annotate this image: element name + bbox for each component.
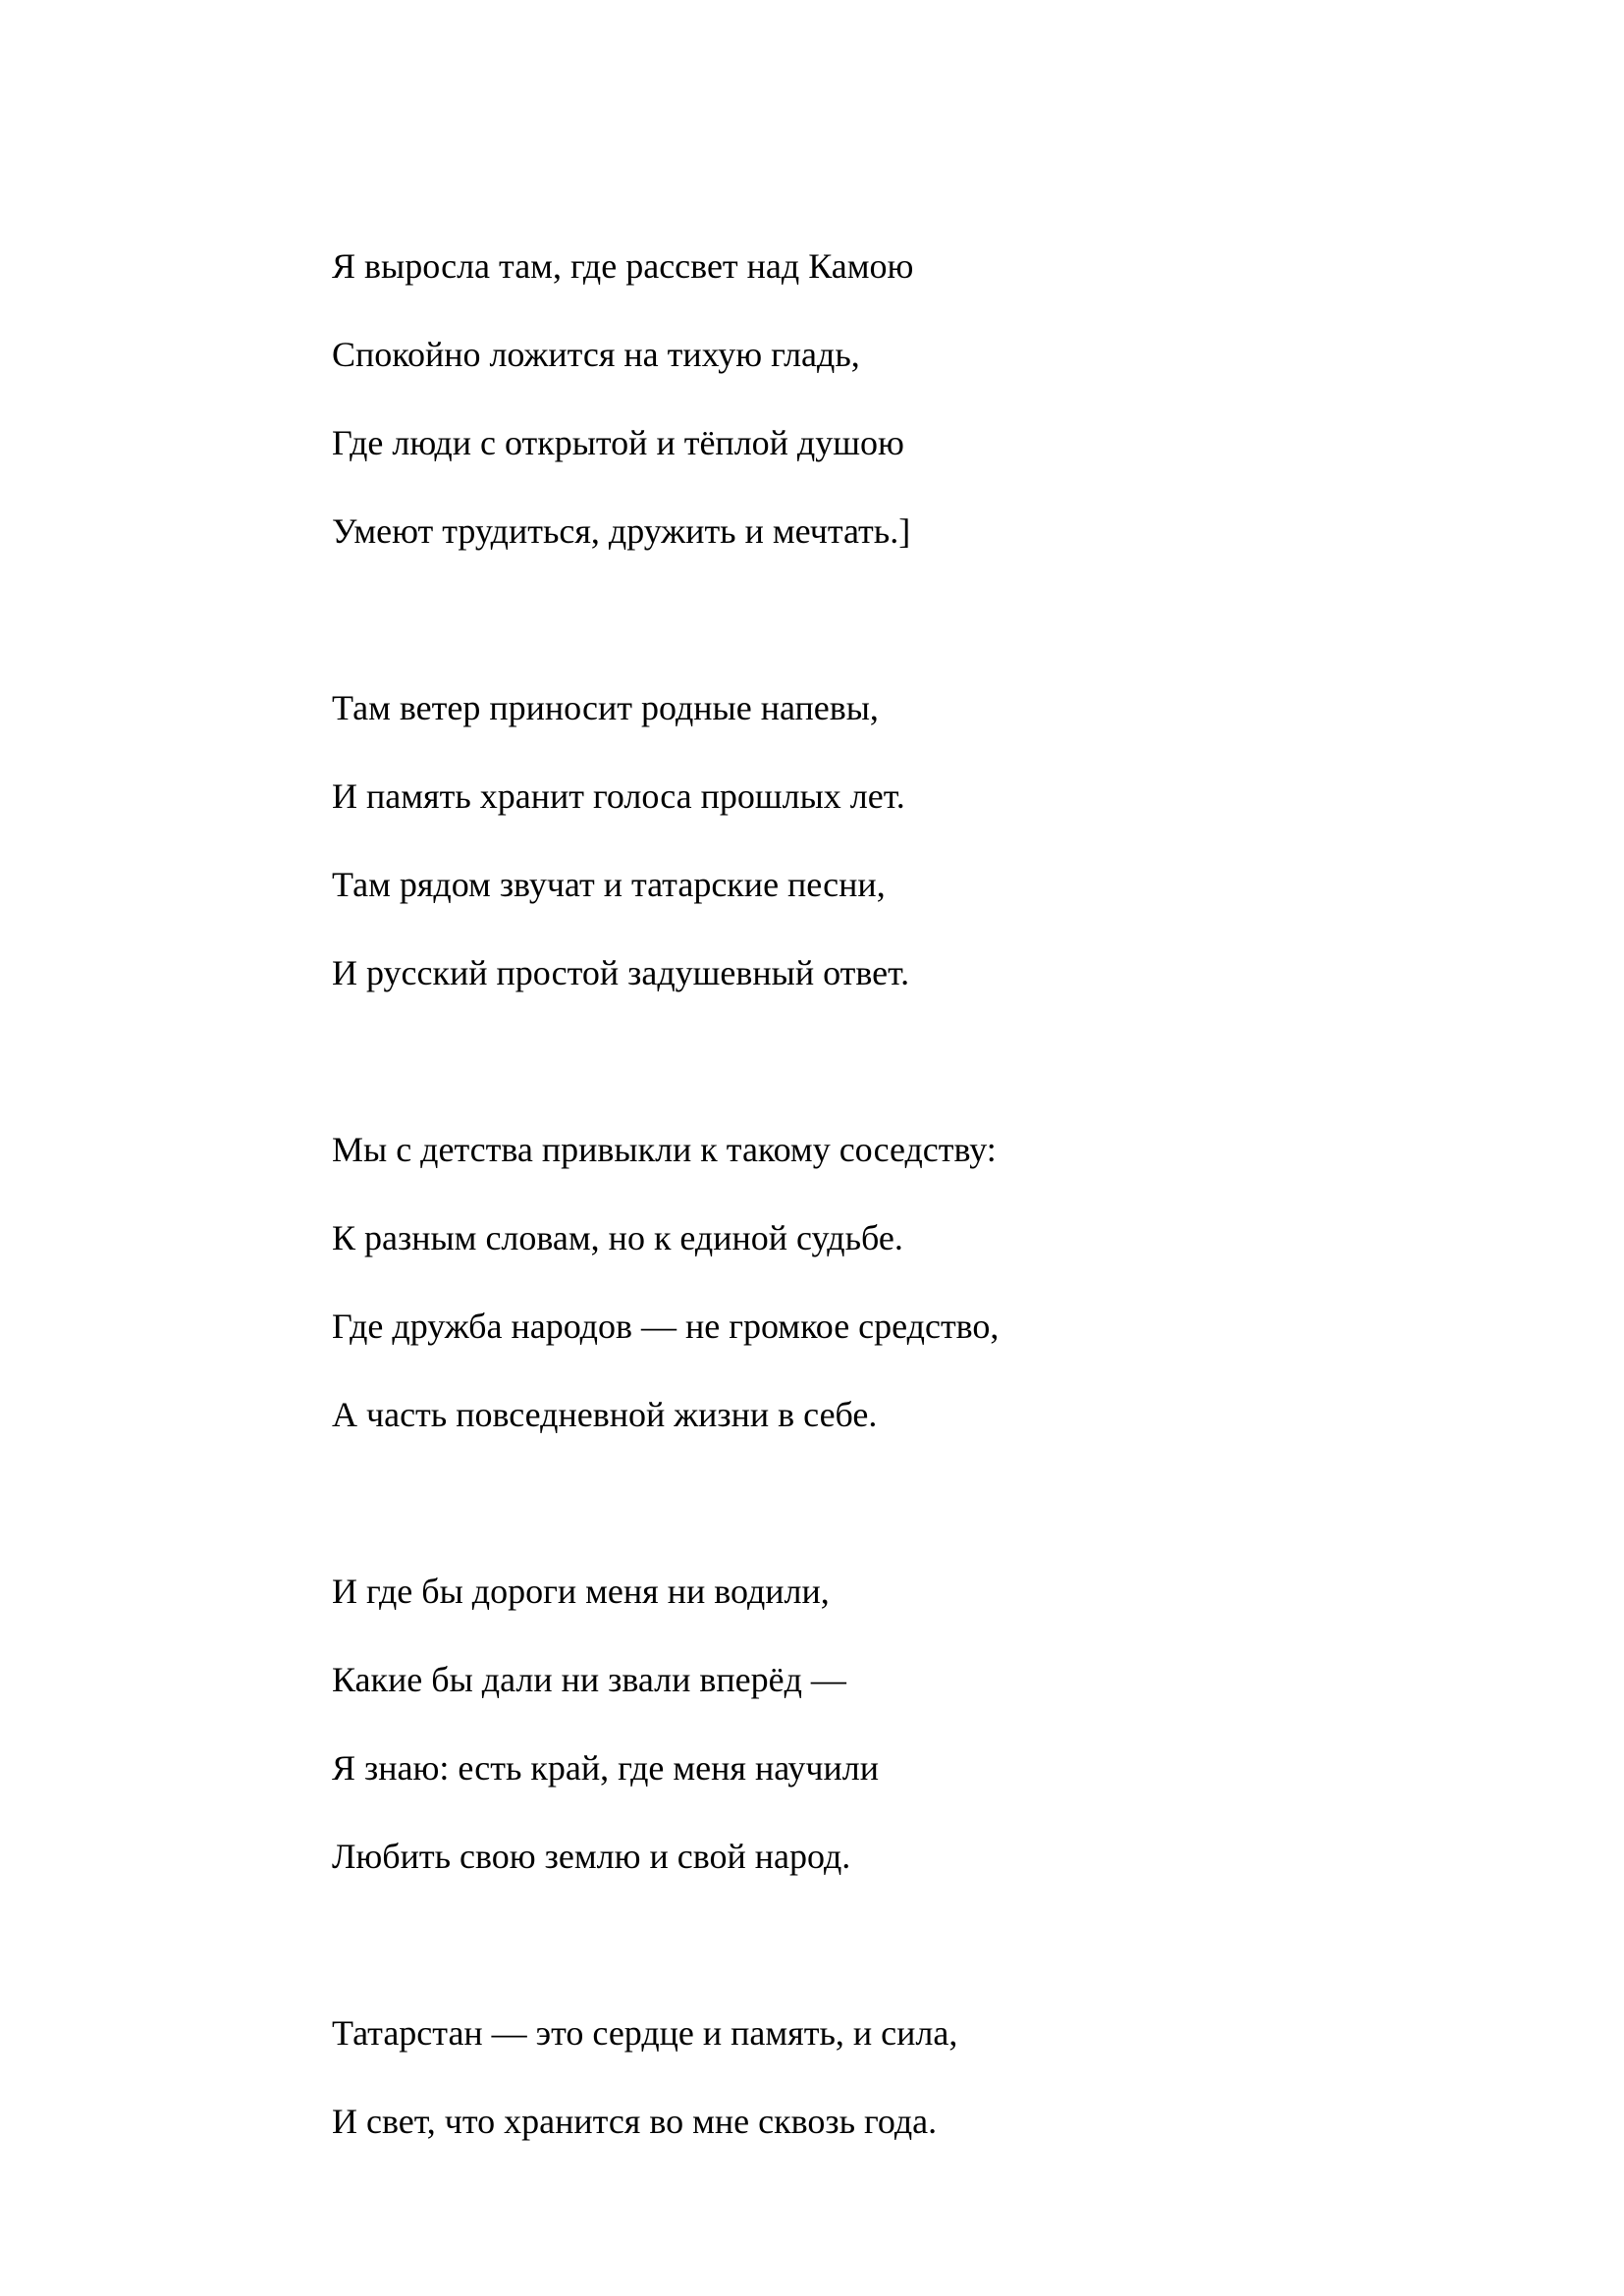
stanza-4 — [332, 1547, 1510, 1900]
stanza-2 — [332, 664, 1510, 1017]
poem-line: Мы с детства привыкли к такому соседству: — [332, 1130, 997, 1169]
poem-line: Я выросла там, где рассвет над Камою — [332, 246, 914, 286]
poem-line: Умеют трудиться, дружить и мечтать.] — [332, 511, 911, 551]
poem-line: Там ветер приносит родные напевы, — [332, 688, 879, 727]
poem-line: Спокойно ложится на тихую гладь, — [332, 335, 860, 374]
stanza-5 — [332, 1989, 1510, 2165]
poem-line: И русский простой задушевный ответ. — [332, 953, 910, 992]
poem-line: Я знаю: есть край, где меня научили — [332, 1748, 879, 1788]
poem-line: И где бы дороги меня ни водили, — [332, 1572, 830, 1611]
poem-body — [332, 222, 1510, 2254]
poem-line: Какие бы дали ни звали вперёд — — [332, 1660, 846, 1699]
poem-line: А часть повседневной жизни в себе. — [332, 1395, 878, 1434]
poem-line: И свет, что хранится во мне сквозь года. — [332, 2102, 938, 2141]
poem-line: Где люди с открытой и тёплой душою — [332, 423, 904, 462]
poem-line: Где дружба народов — не громкое средство, — [332, 1307, 1000, 1346]
stanza-3 — [332, 1105, 1510, 1459]
poem-line: К разным словам, но к единой судьбе. — [332, 1218, 903, 1257]
poem-line: Там рядом звучат и татарские песни, — [332, 865, 886, 904]
poem-line: И память хранит голоса прошлых лет. — [332, 776, 905, 816]
poem-line: Любить свою землю и свой народ. — [332, 1837, 851, 1876]
stanza-1 — [332, 222, 1510, 575]
poem-line: Татарстан — это сердце и память, и сила, — [332, 2013, 958, 2053]
